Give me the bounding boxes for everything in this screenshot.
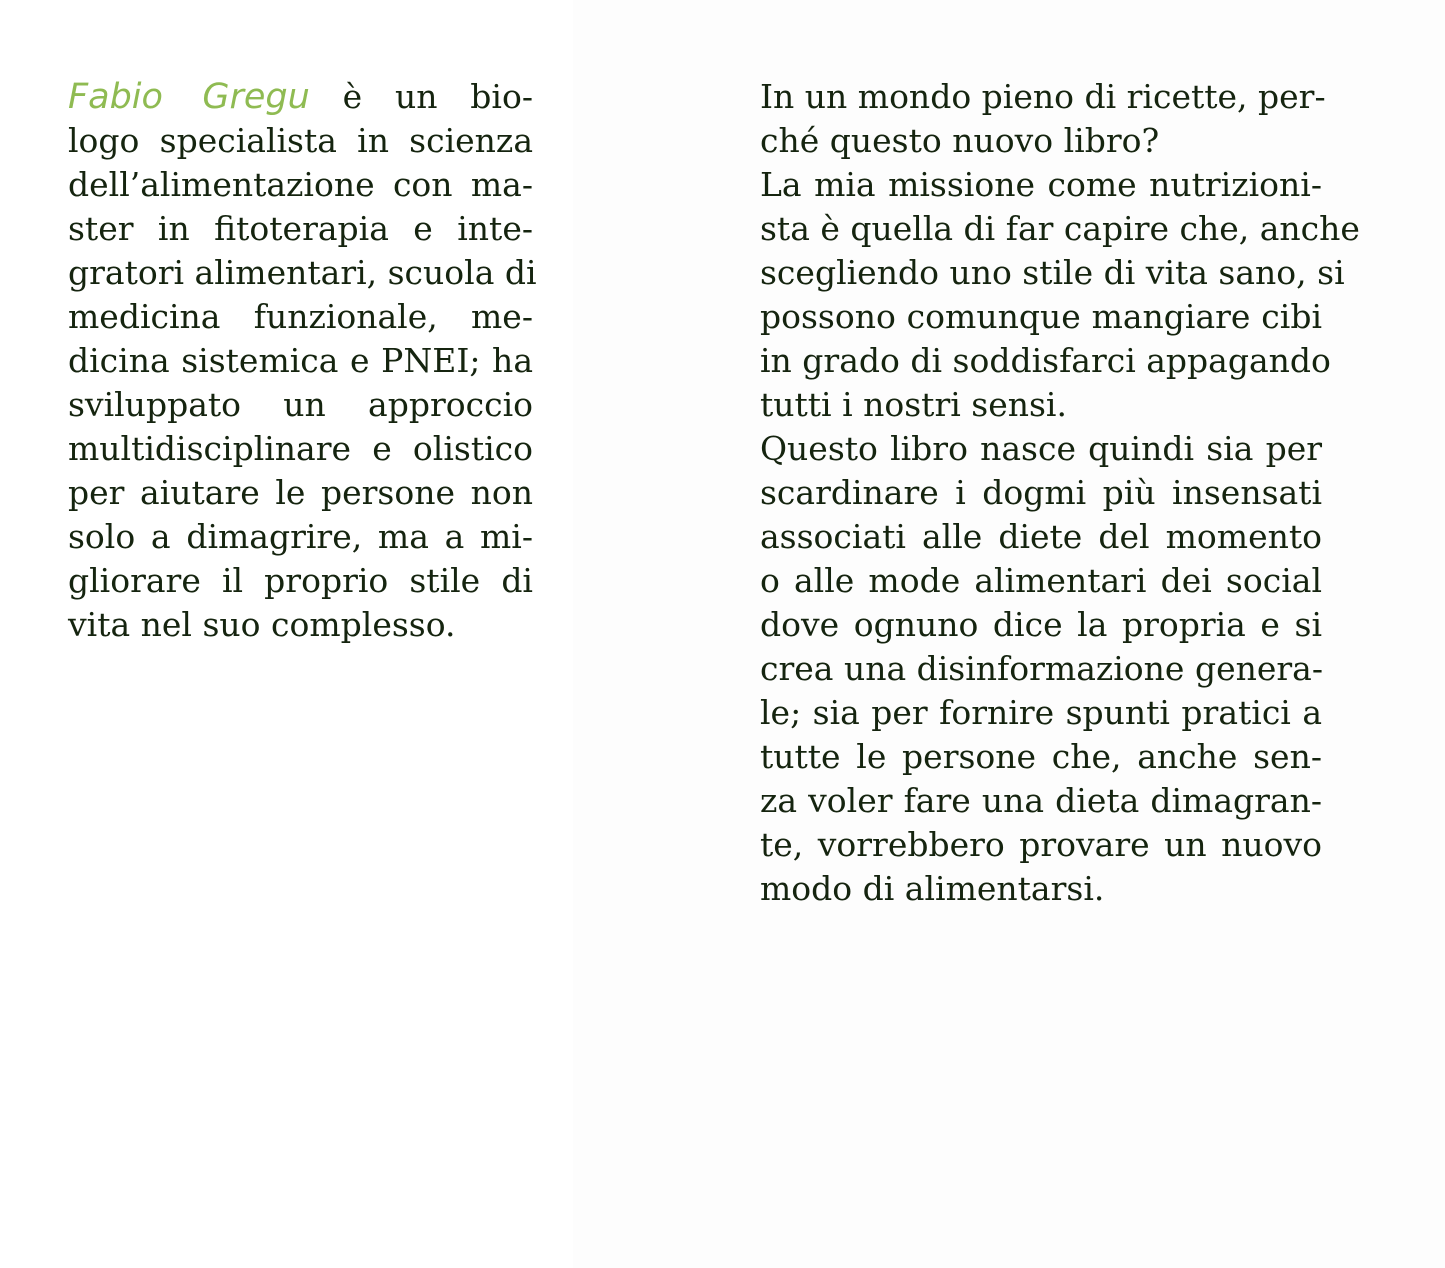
text-line: scardinare i dogmi più insensati: [760, 473, 1322, 512]
text-line: dove ognuno dice la propria e si: [760, 605, 1322, 644]
text-line: le; sia per fornire spunti pratici a: [760, 693, 1322, 732]
bio-line: per aiutare le persone non: [68, 473, 533, 512]
bio-line: logo specialista in scienza: [68, 121, 533, 160]
bio-first-line: [68, 75, 533, 119]
text-line: ché questo nuovo libro?: [760, 121, 1160, 160]
text-line: possono comunque mangiare cibi: [760, 297, 1322, 336]
intro-paragraph: [760, 75, 1326, 163]
bio-line: ster in fitoterapia e inte-: [68, 209, 533, 248]
bio-line: solo a dimagrire, ma a mi-: [68, 517, 533, 556]
bio-line: è un bio-: [309, 77, 533, 116]
text-line: La mia missione come nutrizioni-: [760, 165, 1322, 204]
bio-line: gliorare il proprio stile di: [68, 561, 533, 600]
bio-line: gratori alimentari, scuola di: [68, 253, 537, 292]
text-line: sta è quella di far capire che, anche: [760, 209, 1360, 248]
intro-text: [760, 75, 1360, 911]
bio-line: multidisciplinare e olistico: [68, 429, 533, 468]
bio-line: dicina sistemica e PNEI; ha: [68, 341, 533, 380]
text-line: o alle mode alimentari dei social: [760, 561, 1322, 600]
purpose-paragraph: [760, 427, 1322, 911]
text-line: associati alle diete del momento: [760, 517, 1322, 556]
right-page: [573, 0, 1445, 1268]
text-line: tutti i nostri sensi.: [760, 385, 1067, 424]
bio-line: vita nel suo complesso.: [68, 605, 456, 644]
author-name: Fabio Gregu: [68, 77, 310, 117]
bio-line: medicina funzionale, me-: [68, 297, 533, 336]
text-line: crea una disinformazione genera-: [760, 649, 1323, 688]
text-line: te, vorrebbero provare un nuovo: [760, 825, 1322, 864]
bio-line: sviluppato un approccio: [68, 385, 533, 424]
text-line: In un mondo pieno di ricette, per-: [760, 77, 1326, 116]
text-line: in grado di soddisfarci appagando: [760, 341, 1331, 380]
text-line: modo di alimentarsi.: [760, 869, 1105, 908]
bio-line: dell’alimentazione con ma-: [68, 165, 533, 204]
text-line: scegliendo uno stile di vita sano, si: [760, 253, 1345, 292]
left-page: [0, 0, 573, 1268]
author-bio: [68, 75, 537, 647]
text-line: za voler fare una dieta dimagran-: [760, 781, 1322, 820]
mission-paragraph: [760, 163, 1360, 427]
text-line: tutte le persone che, anche sen-: [760, 737, 1322, 776]
text-line: Questo libro nasce quindi sia per: [760, 429, 1322, 468]
